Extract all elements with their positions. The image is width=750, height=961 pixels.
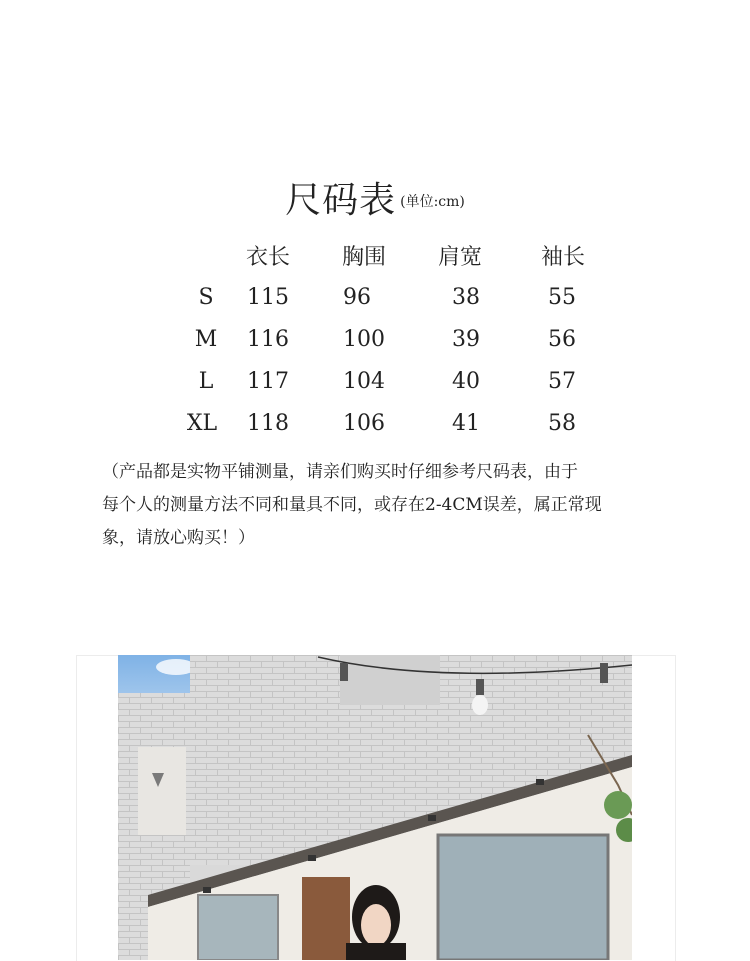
column-header-length: 衣长 <box>245 245 290 270</box>
table-cell: 40 <box>452 369 480 394</box>
table-cell: 55 <box>548 285 576 310</box>
product-photo <box>118 655 632 960</box>
column-header-sleeve: 袖长 <box>540 245 585 270</box>
table-cell: 106 <box>343 411 385 436</box>
note-line: （产品都是实物平铺测量，请亲们购买时仔细参考尺码表，由于 <box>102 462 578 482</box>
table-cell: 38 <box>452 285 480 310</box>
unit-label: (单位:cm) <box>400 194 465 210</box>
size-label: L <box>198 369 214 394</box>
table-cell: 58 <box>548 411 576 436</box>
table-cell: 100 <box>343 327 385 352</box>
note-line: 象，请放心购买！） <box>102 528 255 548</box>
note-line: 每个人的测量方法不同和量具不同，或存在2-4CM误差，属正常现 <box>102 495 602 515</box>
column-header-shoulder: 肩宽 <box>437 245 482 270</box>
table-cell: 57 <box>548 369 576 394</box>
measurement-note <box>102 456 650 555</box>
size-label: M <box>194 327 218 352</box>
size-label: XL <box>186 411 218 436</box>
table-cell: 104 <box>343 369 385 394</box>
table-cell: 96 <box>343 285 371 310</box>
table-cell: 116 <box>247 327 289 352</box>
table-cell: 41 <box>452 411 480 436</box>
size-chart-title <box>0 172 750 223</box>
table-cell: 115 <box>247 285 289 310</box>
column-header-chest: 胸围 <box>341 245 386 270</box>
size-label: S <box>198 285 214 310</box>
table-cell: 56 <box>548 327 576 352</box>
table-cell: 118 <box>247 411 289 436</box>
table-cell: 39 <box>452 327 480 352</box>
table-cell: 117 <box>247 369 289 394</box>
title-text: 尺码表 <box>285 180 397 221</box>
